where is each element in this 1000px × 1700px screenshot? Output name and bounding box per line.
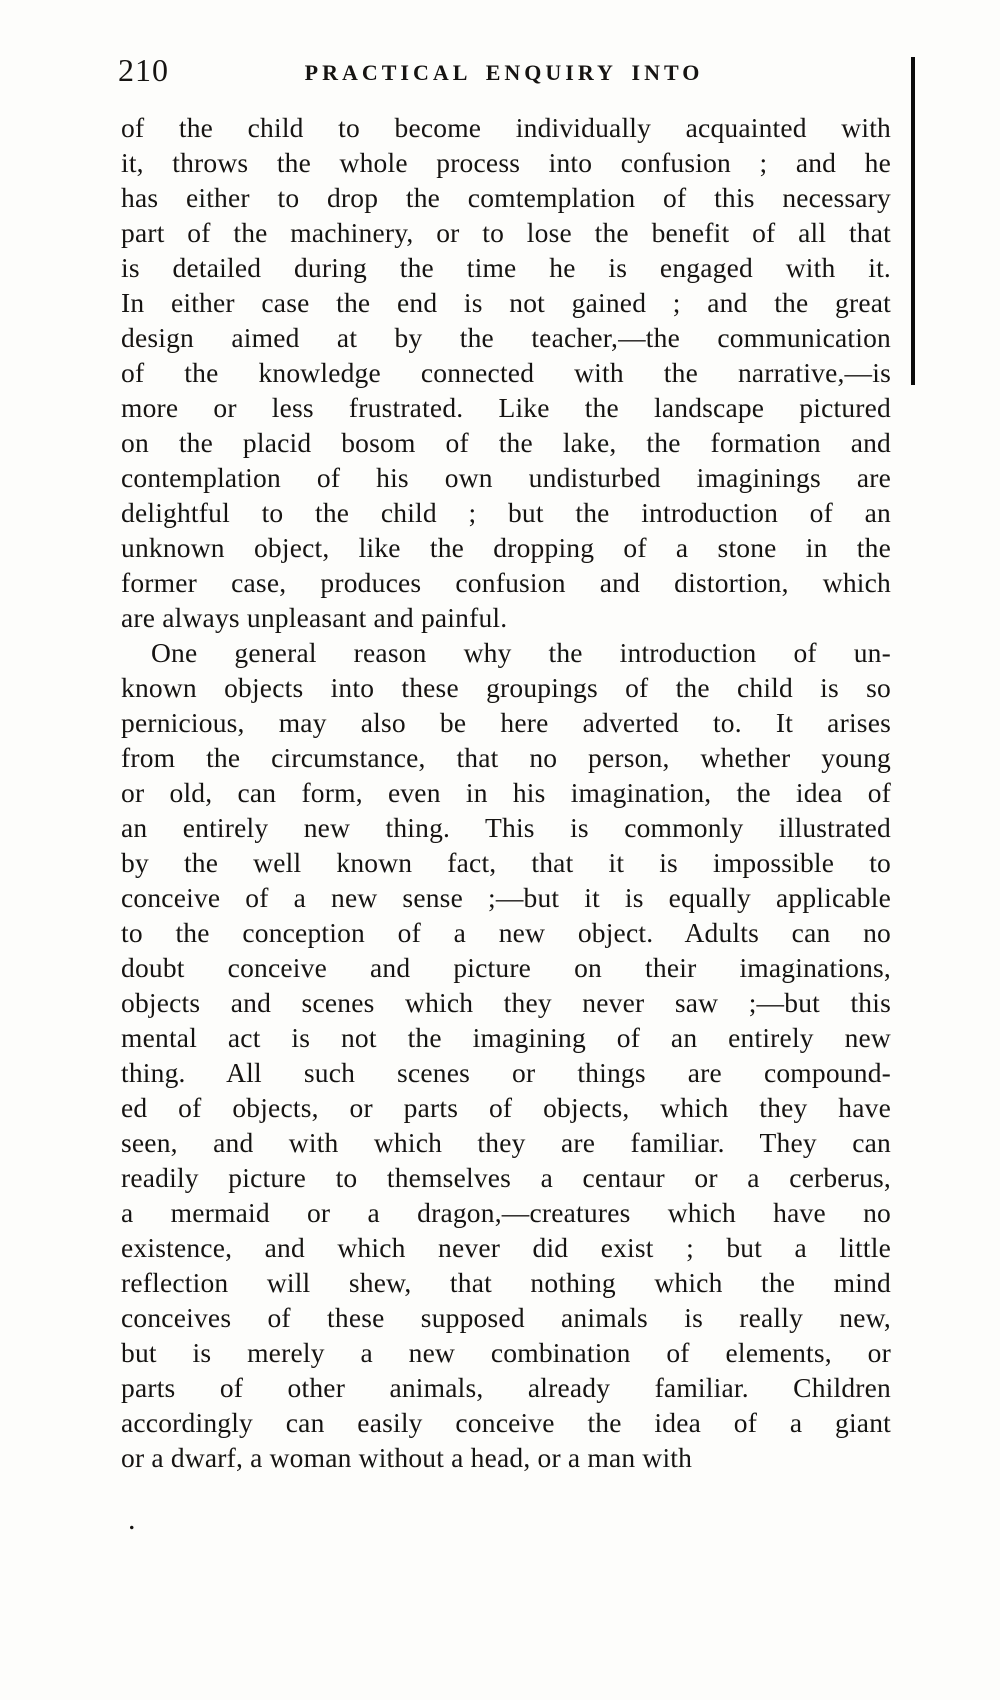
text-line: an entirely new thing. This is commonly illustrated <box>121 812 891 843</box>
text-line: but is merely a new combination of elements, or <box>121 1337 891 1368</box>
text-line: pernicious, may also be here adverted to. It arises <box>121 707 891 738</box>
page-number: 210 <box>118 52 169 88</box>
text-line: conceives of these supposed animals is really new, <box>121 1302 891 1333</box>
text-line: One general reason why the introduction of un- <box>151 637 891 668</box>
text-line: In either case the end is not gained ; and the great <box>121 287 891 318</box>
text-line: thing. All such scenes or things are compound- <box>121 1057 891 1088</box>
text-line: reflection will shew, that nothing which the mind <box>121 1267 891 1298</box>
text-line: former case, produces confusion and distortion, which <box>121 567 891 598</box>
text-line: existence, and which never did exist ; but a little <box>121 1232 891 1263</box>
text-line: is detailed during the time he is engaged with it. <box>121 252 891 283</box>
text-line: unknown object, like the dropping of a stone in the <box>121 532 891 563</box>
text-line: design aimed at by the teacher,—the communication <box>121 322 891 353</box>
page-header <box>118 52 890 92</box>
text-line: objects and scenes which they never saw ;—but this <box>121 987 891 1018</box>
scan-artifact-line <box>911 57 915 385</box>
text-line: it, throws the whole process into confusion ; and he <box>121 147 891 178</box>
text-line: from the circumstance, that no person, whether young <box>121 742 891 773</box>
text-line: doubt conceive and picture on their imaginations, <box>121 952 891 983</box>
text-line: seen, and with which they are familiar. They can <box>121 1127 891 1158</box>
footer-dot-artifact: . <box>128 1503 136 1536</box>
text-line: parts of other animals, already familiar. Children <box>121 1372 891 1403</box>
text-line: mental act is not the imagining of an entirely new <box>121 1022 891 1053</box>
text-line: a mermaid or a dragon,—creatures which have no <box>121 1197 891 1228</box>
text-line: ed of objects, or parts of objects, which they have <box>121 1092 891 1123</box>
text-line: conceive of a new sense ;—but it is equally applicable <box>121 882 891 913</box>
text-line: delightful to the child ; but the introduction of an <box>121 497 891 528</box>
text-line: part of the machinery, or to lose the benefit of all that <box>121 217 891 248</box>
text-line: more or less frustrated. Like the landscape pictured <box>121 392 891 423</box>
running-header: PRACTICAL ENQUIRY INTO <box>304 60 704 85</box>
text-line: or old, can form, even in his imagination, the idea of <box>121 777 891 808</box>
text-line: of the child to become individually acquainted with <box>121 112 891 143</box>
text-line: contemplation of his own undisturbed imaginings are <box>121 462 891 493</box>
text-line: are always unpleasant and painful. <box>121 602 508 633</box>
text-line: on the placid bosom of the lake, the formation and <box>121 427 891 458</box>
text-line: to the conception of a new object. Adults can no <box>121 917 891 948</box>
text-line: by the well known fact, that it is impossible to <box>121 847 891 878</box>
page-text <box>121 110 891 1475</box>
text-line: or a dwarf, a woman without a head, or a man with <box>121 1442 693 1473</box>
text-line: known objects into these groupings of the child is so <box>121 672 891 703</box>
text-line: accordingly can easily conceive the idea of a giant <box>121 1407 891 1438</box>
text-line: of the knowledge connected with the narrative,—is <box>121 357 891 388</box>
text-line: has either to drop the comtemplation of this necessary <box>121 182 891 213</box>
text-line: readily picture to themselves a centaur or a cerberus, <box>121 1162 891 1193</box>
